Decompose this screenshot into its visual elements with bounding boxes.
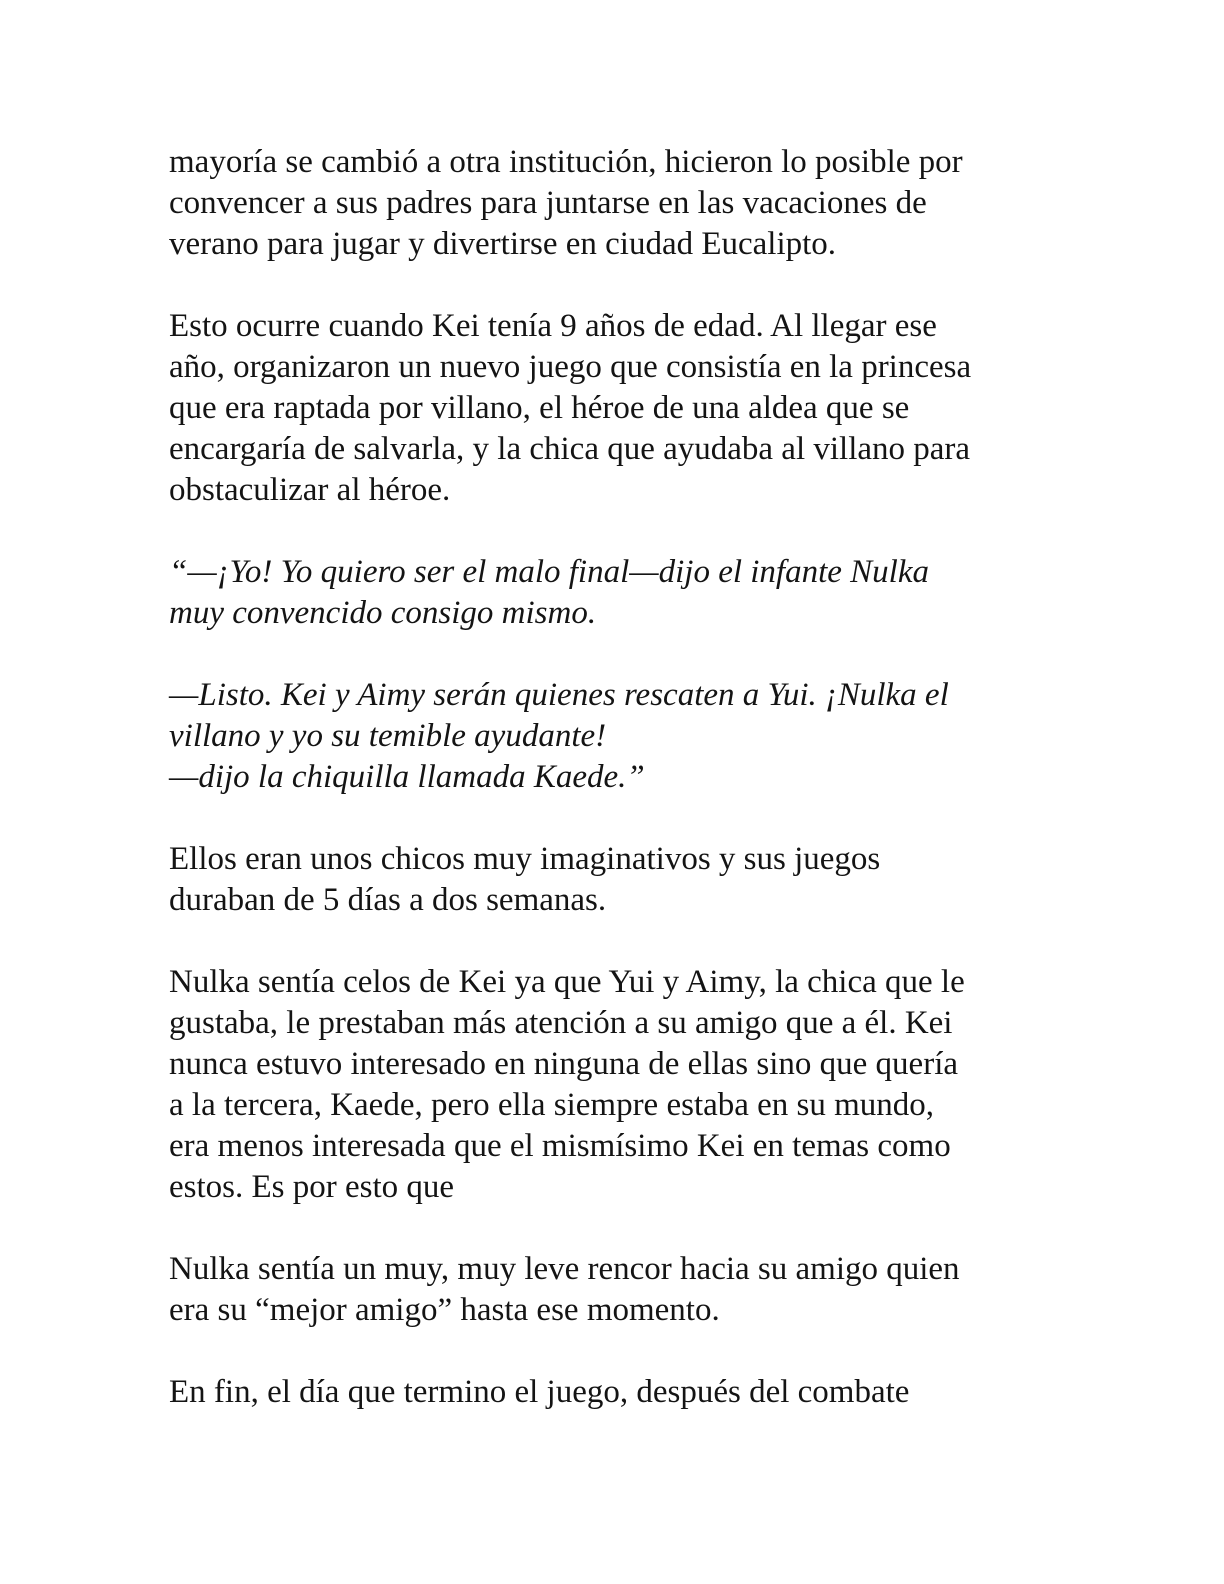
paragraph-1: mayoría se cambió a otra institución, hicieron lo posible por convencer a sus padres para juntarse en las vacaciones de verano para jugar y divertirse en ciudad Eucalipto. (169, 144, 963, 262)
dialogue-paragraph-2: —Listo. Kei y Aimy serán quienes rescaten a Yui. ¡Nulka el villano y yo su temible ayudante! —dijo la chiquilla llamada Kaede.” (169, 677, 949, 795)
paragraph-4: Nulka sentía celos de Kei ya que Yui y Aimy, la chica que le gustaba, le prestaban más atención a su amigo que a él. Kei nunca estuvo interesado en ninguna de ellas sino que quería a la tercera, Kaede, pero ella siempre estaba en su mundo, era menos interesada que el mismísimo Kei en temas como estos. Es por esto que (169, 964, 965, 1205)
paragraph-6: En fin, el día que termino el juego, después del combate (169, 1374, 910, 1410)
dialogue-paragraph-1: “—¡Yo! Yo quiero ser el malo final—dijo el infante Nulka muy convencido consigo mismo. (169, 554, 929, 631)
paragraph-3: Ellos eran unos chicos muy imaginativos y sus juegos duraban de 5 días a dos semanas. (169, 841, 881, 918)
paragraph-5: Nulka sentía un muy, muy leve rencor hacia su amigo quien era su “mejor amigo” hasta ese momento. (169, 1251, 960, 1328)
document-page (169, 142, 1069, 1454)
paragraph-2: Esto ocurre cuando Kei tenía 9 años de edad. Al llegar ese año, organizaron un nuevo juego que consistía en la princesa que era raptada por villano, el héroe de una aldea que se encargaría de salvarla, y la chica que ayudaba al villano para obstaculizar al héroe. (169, 308, 972, 508)
